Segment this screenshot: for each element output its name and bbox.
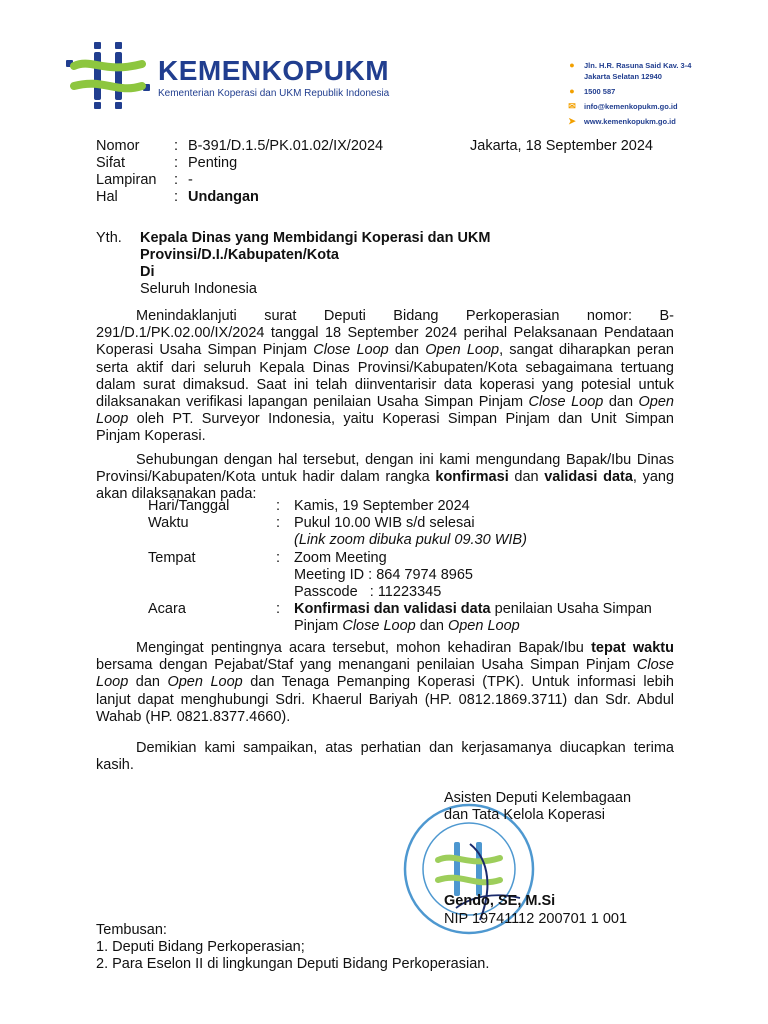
phone-icon: ● (569, 86, 575, 96)
addressee-label: Yth. (96, 230, 122, 246)
meta-sifat: Sifat : Penting (96, 155, 238, 171)
signature-block (444, 790, 631, 928)
paragraph-3: Mengingat pentingnya acara tersebut, mohon kehadiran Bapak/Ibu tepat waktu bersama dengan Pejabat/Staf yang menangani penilaian Usaha Simpan Pinjam Close Loop dan Open Loop dan Tenaga Pemanping Koperasi (TPK). Untuk informasi lebih lanjut dapat menghubungi Sdri. Khaerul Bariyah (HP. 0812.1869.3711) dan Sdr. Abdul Wahab (HP. 0821.8377.4660). (96, 640, 675, 725)
cc-block (96, 922, 489, 974)
web-icon: ➤ (568, 116, 576, 126)
schedule-passcode: Passcode : 11223345 (294, 584, 442, 601)
addressee-line3: Di (140, 264, 155, 280)
contact-address: ● Jln. H.R. Rasuna Said Kav. 3-4 Jakarta Selatan 12940 (566, 60, 691, 82)
schedule-place: Tempat : Zoom Meeting (148, 549, 387, 566)
addressee-block (96, 230, 491, 298)
letter-date: Jakarta, 18 September 2024 (470, 138, 653, 154)
contact-phone: ● 1500 587 (566, 86, 691, 97)
schedule-time-note: (Link zoom dibuka pukul 09.30 WIB) (294, 532, 527, 549)
schedule-time: Waktu : Pukul 10.00 WIB s/d selesai (148, 515, 475, 532)
contact-website: ➤ www.kemenkopukm.go.id (566, 116, 691, 127)
brand-name: KEMENKOPUKM (158, 55, 390, 86)
signature-name: Gendo, SE, M.Si (444, 893, 556, 910)
meta-lampiran: Lampiran : - (96, 172, 193, 188)
signature-title-2: dan Tata Kelola Koperasi (444, 807, 605, 824)
signature-title-1: Asisten Deputi Kelembagaan (444, 790, 632, 806)
addressee-line4: Seluruh Indonesia (140, 281, 257, 297)
paragraph-2: Sehubungan dengan hal tersebut, dengan ini kami mengundang Bapak/Ibu Dinas Provinsi/Kabupaten/Kota untuk hadir dalam rangka konfirmasi dan validasi data, yang akan dilaksanakan pada: (96, 452, 675, 503)
meta-hal: Hal : Undangan (96, 189, 259, 205)
paragraph-4: Demikian kami sampaikan, atas perhatian dan kerjasamanya diucapkan terima kasih. (96, 740, 674, 774)
schedule-event: Acara : Konfirmasi dan validasi data penilaian Usaha Simpan Pinjam Close Loop dan Open Loop (148, 601, 652, 635)
meta-nomor: Nomor : B-391/D.1.5/PK.01.02/IX/2024 (96, 138, 384, 154)
schedule-meeting-id: Meeting ID : 864 7974 8965 (294, 566, 473, 583)
cc-label: Tembusan: (96, 922, 167, 938)
cc-item-1: 1. Deputi Bidang Perkoperasian; (96, 939, 305, 956)
schedule-block (148, 498, 682, 636)
paragraph-1: Menindaklanjuti surat Deputi Bidang Perkoperasian nomor: B-291/D.1/PK.02.00/IX/2024 tanggal 18 September 2024 perihal Pelaksanaan Pendataan Koperasi Usaha Simpan Pinjam Close Loop dan Open Loop, sangat diharapkan peran serta aktif dari seluruh Kepala Dinas Provinsi/Kabupaten/Kota sebagaimana tertuang dalam surat dimaksud. Saat ini telah diinventarisir data koperasi yang potesial untuk dilaksanakan verifikasi lapangan penilaian Usaha Simpan Pinjam Close Loop dan Open Loop oleh PT. Surveyor Indonesia, yaitu Koperasi Simpan Pinjam dan Unit Simpan Pinjam Koperasi. (96, 308, 674, 445)
schedule-date: Hari/Tanggal : Kamis, 19 September 2024 (148, 498, 470, 514)
contact-email: ✉ info@kemenkopukm.go.id (566, 101, 691, 112)
letter-meta (96, 138, 383, 206)
kemenkopukm-logo (64, 40, 152, 112)
cc-item-2: 2. Para Eselon II di lingkungan Deputi Bidang Perkoperasian. (96, 956, 490, 973)
brand-subtitle: Kementerian Koperasi dan UKM Republik Indonesia (158, 88, 390, 99)
mail-icon: ✉ (568, 101, 576, 111)
addressee-line2: Provinsi/D.I./Kabupaten/Kota (140, 247, 339, 263)
map-pin-icon: ● (569, 60, 575, 70)
addressee-line1: Kepala Dinas yang Membidangi Koperasi dan UKM (140, 230, 491, 246)
brand-block (158, 56, 389, 99)
signature-nip: NIP 19741112 200701 1 001 (444, 910, 628, 927)
contact-block (566, 60, 691, 131)
